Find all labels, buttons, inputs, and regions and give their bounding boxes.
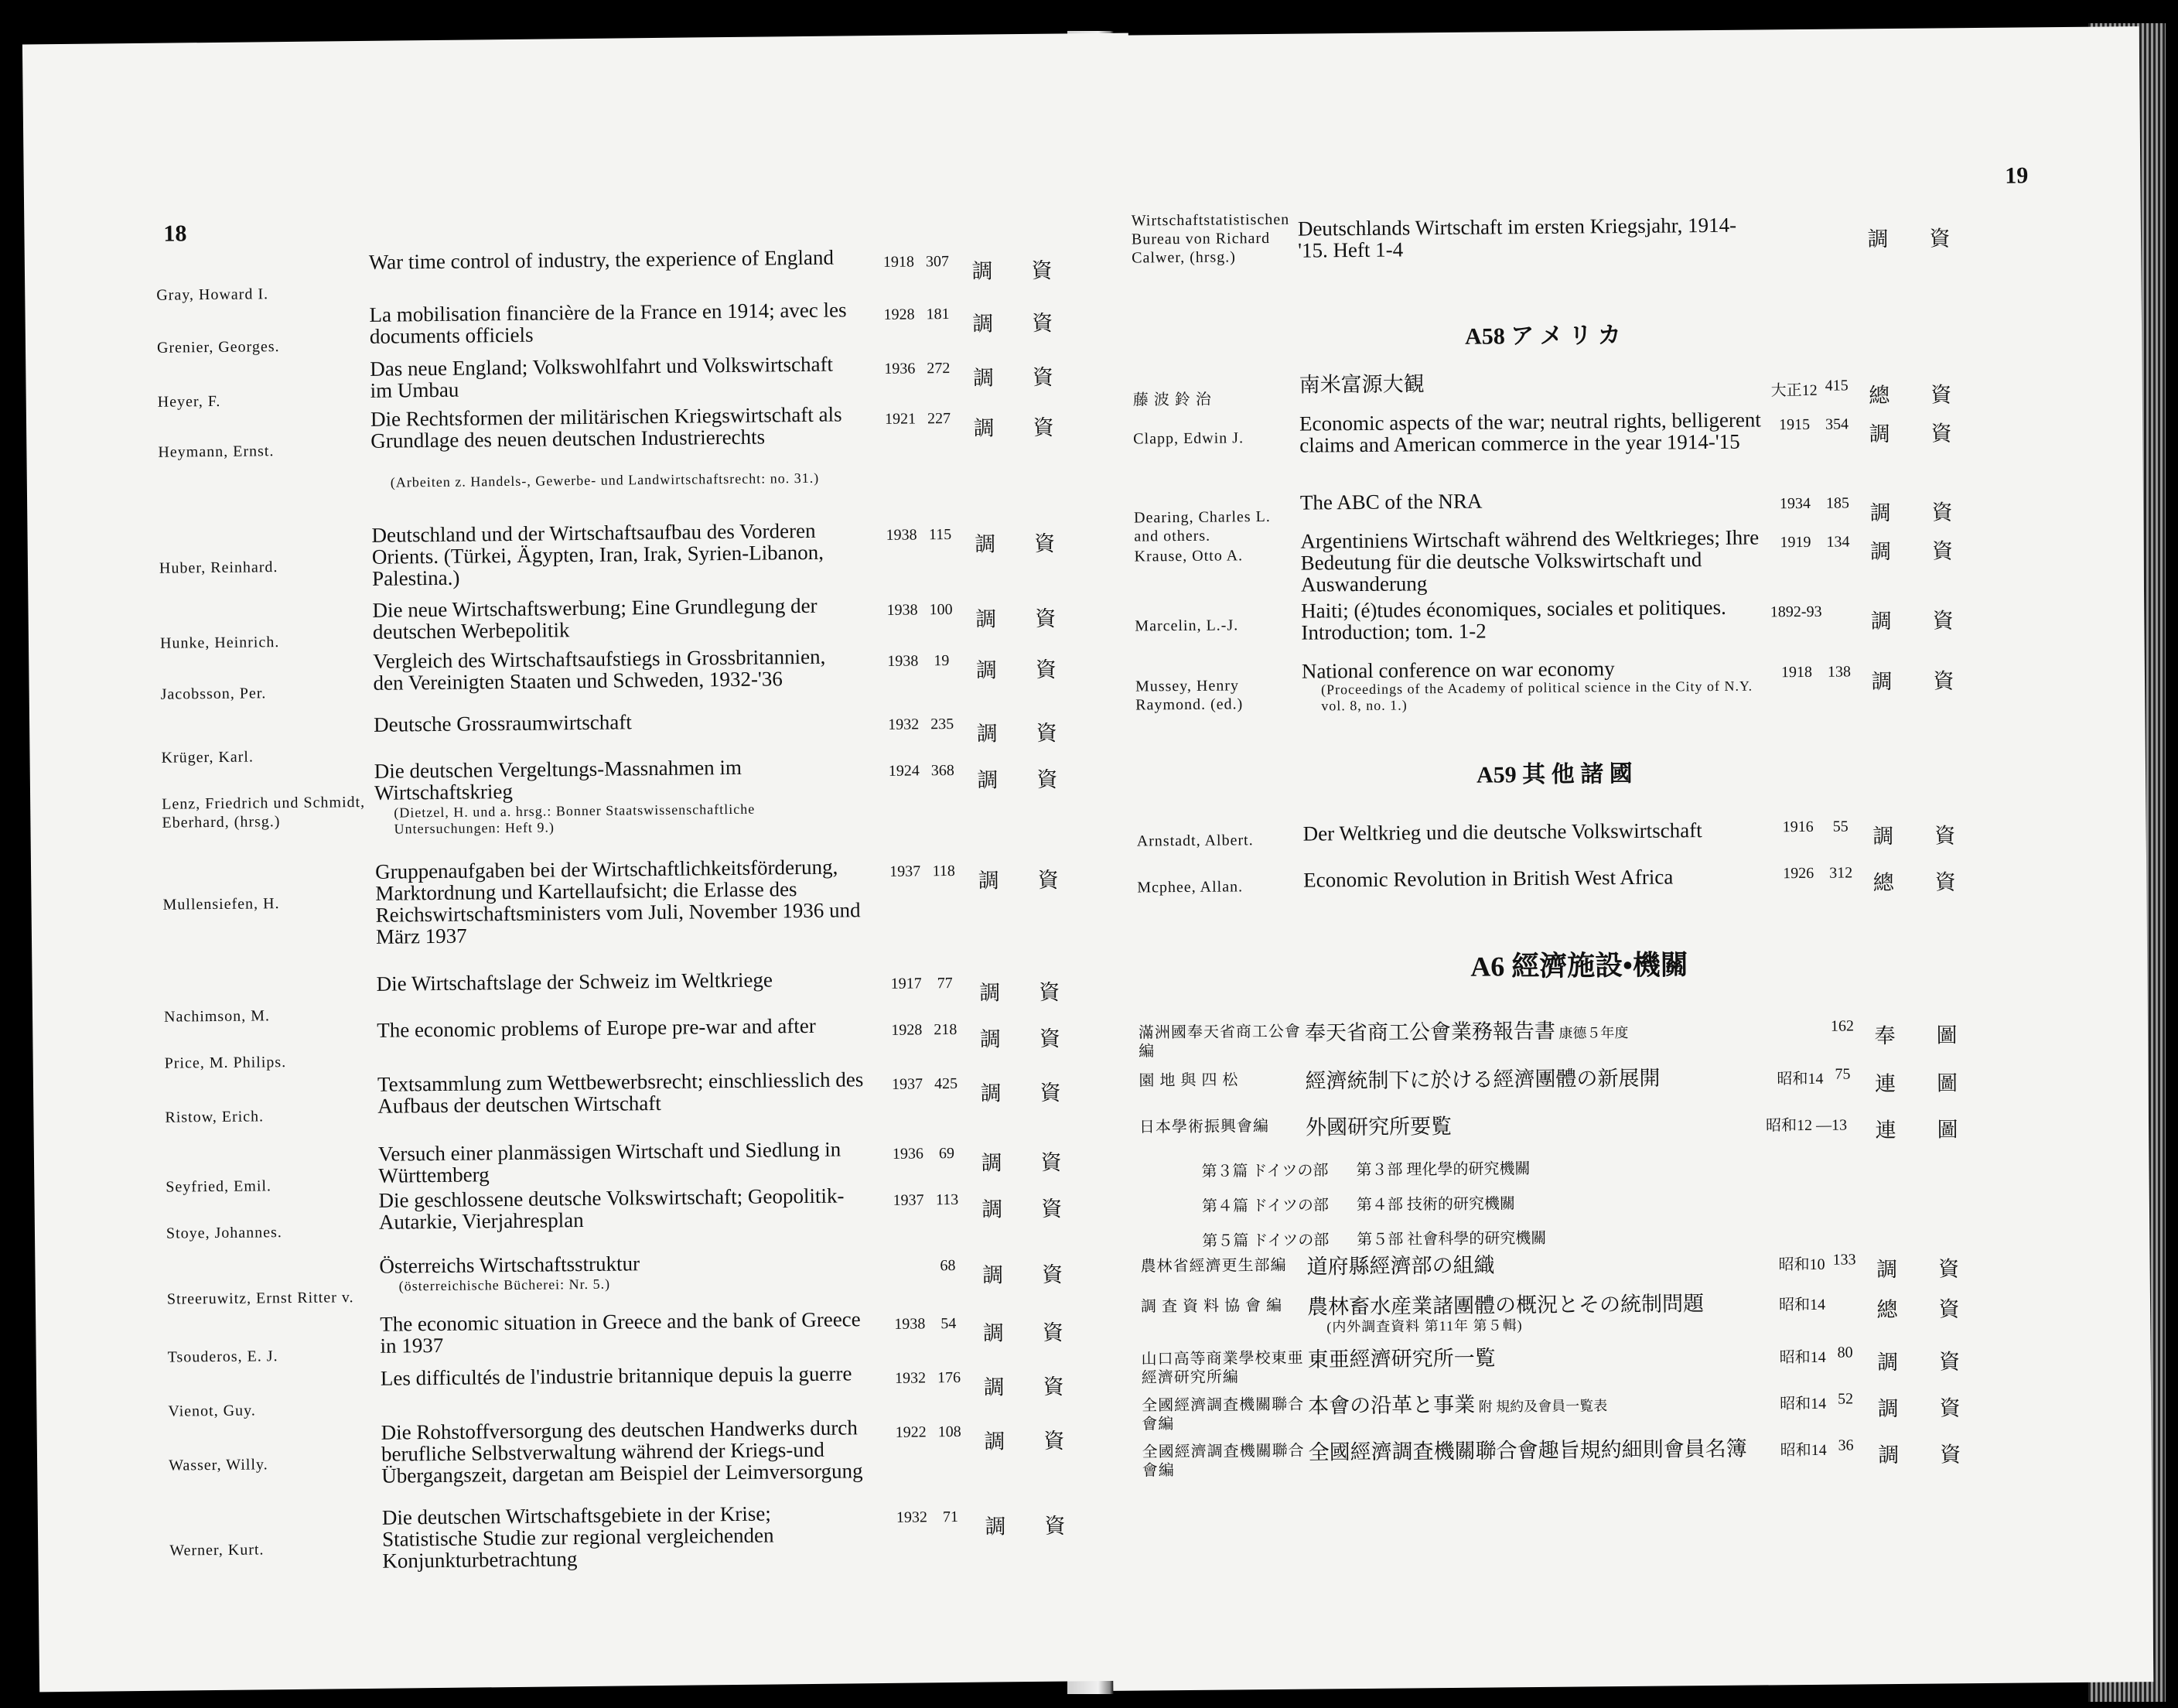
entry-code-1: 調	[981, 1151, 1002, 1175]
entry-pages: 118	[932, 862, 955, 880]
entry-author: Marcelin, L.-J.	[1135, 617, 1239, 635]
entry-code-2: 資	[1043, 1375, 1064, 1399]
entry-code-2: 資	[1932, 609, 1954, 633]
entry-title-text: Der Weltkrieg und die deutsche Volkswirtschaft	[1302, 818, 1702, 845]
entry-pages: 75	[1835, 1065, 1851, 1083]
entry-title	[370, 353, 858, 401]
sub-row	[1109, 1185, 2149, 1215]
entry-code-1: 調	[981, 1263, 1004, 1287]
entry-title-text: Argentiniens Wirtschaft während des Weltkrieges; Ihre Bedeutung für die deutsche Volkswirtschaft und Auswanderung	[1300, 525, 1760, 596]
entry-author: Mcphee, Allan.	[1137, 878, 1244, 897]
entry-code-2: 資	[1938, 1257, 1960, 1281]
entry-title-text: The economic problems of Europe pre-war and after	[377, 1013, 816, 1042]
entry-pages: 227	[927, 410, 951, 428]
entry-code-1: 奉	[1874, 1023, 1896, 1048]
entry-title-text: The economic situation in Greece and the bank of Greece in 1937	[380, 1307, 861, 1358]
entry-row	[28, 592, 1134, 652]
entry-code-2: 資	[1930, 422, 1952, 446]
entry-pages: 68	[940, 1256, 956, 1275]
sub-item-left: 第４篇 ドイツの部	[1201, 1197, 1329, 1215]
entry-title-text: Gruppenaufgaben bei der Wirtschaftlichkeitsförderung, Marktordnung und Kartellaufsicht; die Erlasse des Reichswirtschaftsministers vom Juli, November 1936 und März 1937	[374, 855, 861, 948]
entry-author: Tsouderos, E. J.	[167, 1348, 278, 1366]
entry-row	[1111, 1388, 2151, 1433]
entry-title-text: Versuch einer planmässigen Wirtschaft und Siedlung in Württemberg	[377, 1137, 842, 1187]
entry-code-1: 調	[979, 1027, 1002, 1051]
entry-pages: 108	[937, 1423, 961, 1441]
sub-item-right: 第３部 理化學的研究機關	[1356, 1160, 1531, 1180]
entry-code-1: 調	[983, 1375, 1005, 1399]
entry-title	[1306, 1112, 1770, 1138]
entry-title-text: 外國研究所要覧	[1305, 1114, 1453, 1139]
entry-code-2: 資	[1032, 311, 1053, 335]
entry-title	[374, 755, 862, 804]
entry-row	[1108, 1063, 2148, 1096]
entry-author: 全國經濟調査機關聯合會編	[1142, 1395, 1305, 1433]
entry-title-text: Vergleich des Wirtschaftsaufstiegs in Grossbritannien, den Vereinigten Staaten und Schweden, 1932-'36	[373, 644, 826, 695]
entry-author: 農林省經濟更生部編	[1140, 1256, 1287, 1276]
entry-author: Mullensiefen, H.	[162, 895, 280, 914]
entry-pages: 218	[934, 1020, 958, 1039]
entry-code-2: 資	[1930, 383, 1952, 407]
entry-title	[375, 856, 863, 948]
entry-year: 1937	[889, 863, 921, 880]
entry-code-1: 連	[1875, 1118, 1896, 1143]
entry-code-1: 調	[1877, 1350, 1899, 1375]
entry-title-text: The ABC of the NRA	[1299, 489, 1483, 514]
entry-row	[1111, 1434, 2152, 1480]
entry-row	[1110, 1289, 2150, 1335]
entry-code-2: 資	[1043, 1429, 1065, 1453]
entry-row	[25, 244, 1131, 304]
entry-year: 大正12	[1770, 381, 1818, 400]
entry-code-2: 資	[1037, 868, 1059, 892]
entry-title-text: Die Wirtschaftslage der Schweiz im Weltkriege	[376, 968, 773, 996]
entry-title	[1308, 1391, 1772, 1419]
entry-pages: 368	[930, 761, 954, 780]
entry-row	[27, 517, 1133, 590]
entry-author: 藤 波 鈴 治	[1132, 391, 1212, 409]
entry-row	[31, 853, 1137, 948]
entry-code-1: 總	[1876, 1297, 1898, 1322]
entry-year: 1938	[887, 652, 919, 670]
entry-code-1: 調	[1869, 422, 1890, 446]
entry-year: 昭和14	[1780, 1395, 1827, 1413]
entry-pages: 55	[1832, 818, 1849, 835]
entry-code-2: 資	[1931, 539, 1954, 563]
entry-pages: 52	[1838, 1390, 1854, 1408]
entry-author: 日本學術振興會編	[1138, 1118, 1270, 1136]
entry-year: 1924	[888, 762, 920, 780]
entry-title	[372, 594, 860, 643]
sub-item-left: 第３篇 ドイツの部	[1201, 1162, 1329, 1180]
entry-row	[1101, 210, 2141, 267]
entry-code-1: 調	[977, 768, 999, 792]
entry-code-2: 圖	[1936, 1023, 1958, 1047]
entry-author: Wasser, Willy.	[169, 1456, 268, 1474]
entry-title-text: Das neue England; Volkswohlfahrt und Volkswirtschaft im Umbau	[370, 352, 834, 402]
entry-title	[379, 1250, 866, 1277]
section-heading-a59: A59 其 他 諸 國	[1476, 760, 1633, 788]
entry-author: Heymann, Ernst.	[158, 442, 275, 461]
entry-title	[378, 1184, 866, 1233]
entry-code-2: 資	[1040, 1150, 1062, 1174]
page-number: 18	[163, 220, 187, 247]
entry-title	[1299, 370, 1763, 395]
entry-pages	[1812, 220, 1859, 221]
entry-title-text: Textsammlung zum Wettbewerbsrecht; einschliesslich des Aufbaus der deutschen Wirtschaft	[377, 1068, 864, 1118]
section-heading-a6: A6 經濟施設•機關	[1470, 949, 1688, 982]
entry-code-1: 調	[1869, 500, 1891, 525]
sub-row	[1108, 1150, 2149, 1180]
entry-year: 昭和14	[1777, 1070, 1824, 1088]
entry-code-2: 資	[1035, 658, 1057, 681]
entry-pages: 176	[937, 1368, 961, 1387]
entry-code-1: 調	[972, 312, 994, 336]
entry-title-text: 東亜經濟研究所一覧	[1307, 1346, 1496, 1372]
entry-code-2: 資	[1039, 1027, 1061, 1050]
entry-code-1: 調	[975, 532, 996, 556]
entry-code-2: 資	[1934, 870, 1956, 894]
entry-title-suffix: 附 規約及會員一覧表	[1475, 1398, 1608, 1415]
entry-code-2: 資	[1041, 1197, 1063, 1221]
entry-year: 1921	[884, 410, 917, 428]
entry-code-1: 調	[975, 658, 998, 682]
entry-title	[1298, 214, 1762, 261]
sub-item-right: 第５部 社會科學的研究機關	[1357, 1229, 1547, 1249]
entry-year: 昭和10	[1778, 1255, 1825, 1274]
entry-code-1: 調	[978, 869, 999, 893]
entry-author: Krause, Otto A.	[1134, 547, 1244, 565]
entry-year: 昭和12 —13	[1765, 1116, 1848, 1135]
entry-title-text: 本會の沿革と事業	[1308, 1392, 1476, 1418]
entry-code-1: 調	[979, 981, 1001, 1005]
entry-pages: 133	[1832, 1251, 1856, 1269]
entry-title-text: 經濟統制下に於ける經濟團體の新展開	[1305, 1066, 1661, 1093]
entry-row	[1108, 1109, 2149, 1143]
entry-author: Stoye, Johannes.	[166, 1224, 282, 1242]
entry-title	[373, 645, 861, 694]
entry-pages: 54	[940, 1314, 957, 1333]
entry-title	[376, 968, 863, 995]
entry-note: (Proceedings of the Academy of political science in the City of N.Y. vol. 8, no. 1.)	[1320, 678, 1753, 714]
entry-title-text: Economic Revolution in British West Africa	[1303, 865, 1674, 892]
entry-author: Heyer, F.	[157, 392, 221, 411]
entry-title-text: National conference on war economy	[1301, 657, 1615, 683]
entry-code-1: 調	[1876, 1257, 1898, 1282]
entry-code-2: 資	[1032, 365, 1054, 389]
entry-code-1: 調	[981, 1197, 1003, 1221]
entry-row	[1108, 1015, 2148, 1061]
entry-title	[371, 519, 859, 589]
entry-year: 1915	[1779, 415, 1811, 434]
entry-year: 1936	[892, 1145, 924, 1163]
entry-row	[1104, 653, 2145, 714]
entry-author: 全國經濟調査機關聯合會編	[1142, 1442, 1305, 1480]
entry-code-2: 資	[1934, 824, 1956, 848]
entry-author: 山口高等商業學校東亜經濟研究所編	[1141, 1349, 1304, 1387]
entry-pages: 69	[938, 1145, 955, 1163]
entry-code-1: 調	[1870, 609, 1892, 634]
entry-code-1: 調	[1871, 669, 1893, 694]
entry-code-2: 圖	[1936, 1071, 1958, 1095]
section-heading-a58: A58 ア メ リ カ	[1464, 323, 1621, 350]
entry-row	[35, 1247, 1141, 1308]
entry-code-2: 資	[1938, 1297, 1960, 1321]
entry-title	[380, 1308, 868, 1357]
entry-pages: 77	[937, 975, 953, 992]
entry-pages: 134	[1826, 533, 1850, 551]
entry-title	[374, 709, 861, 736]
entry-code-1: 調	[980, 1081, 1002, 1105]
entry-code-2: 資	[1933, 669, 1954, 693]
entry-author: Lenz, Friedrich und Schmidt, Eberhard, (hrsg.)	[162, 793, 366, 832]
entry-pages: 71	[942, 1508, 959, 1526]
entry-row	[1111, 1341, 2151, 1387]
entry-row	[29, 706, 1135, 767]
entry-title	[1305, 1066, 1769, 1091]
entry-title-text: Deutschlands Wirtschaft im ersten Kriegsjahr, 1914-'15. Heft 1-4	[1297, 213, 1737, 262]
entry-title	[1299, 408, 1763, 456]
entry-title	[1303, 865, 1767, 890]
entry-code-2: 資	[1939, 1350, 1961, 1374]
entry-title-text: Deutsche Grossraumwirtschaft	[373, 710, 632, 736]
entry-title	[1300, 487, 1764, 513]
entry-pages: 100	[929, 600, 953, 619]
entry-row	[32, 965, 1138, 1026]
entry-code-2: 資	[1039, 980, 1060, 1004]
entry-year: 1937	[893, 1191, 924, 1209]
entry-code-1: 調	[1869, 539, 1892, 564]
entry-code-2: 資	[1033, 415, 1054, 439]
entry-author: Arnstadt, Albert.	[1136, 832, 1254, 850]
entry-title	[1306, 1252, 1770, 1277]
entry-year: 1928	[883, 306, 915, 323]
entry-year: 昭和14	[1780, 1441, 1827, 1460]
entry-row	[38, 1498, 1144, 1573]
entry-author: Krüger, Karl.	[161, 748, 254, 767]
entry-year: 1922	[895, 1423, 927, 1441]
entry-code-2: 資	[1044, 1514, 1066, 1538]
entry-year: 1938	[886, 526, 917, 544]
entry-pages: 425	[934, 1074, 958, 1093]
entry-code-2: 資	[1042, 1320, 1064, 1344]
entry-author: 園 地 與 四 松	[1138, 1071, 1239, 1090]
right-page	[1099, 26, 2154, 1691]
entry-pages: 138	[1827, 663, 1851, 681]
entry-code-1: 調	[982, 1321, 1005, 1345]
entry-title	[1303, 818, 1767, 844]
entry-pages: 415	[1825, 377, 1849, 395]
entry-code-2: 資	[1031, 258, 1053, 282]
entry-year: 昭和14	[1778, 1296, 1826, 1314]
entry-year: 1918	[882, 253, 915, 271]
entry-author: Werner, Kurt.	[169, 1541, 265, 1559]
entry-title-suffix: 康德５年度	[1555, 1024, 1629, 1041]
entry-code-2: 圖	[1937, 1118, 1958, 1142]
entry-pages: 113	[935, 1190, 959, 1209]
entry-row	[34, 1135, 1140, 1196]
entry-year: 1917	[890, 975, 922, 992]
entry-row	[1106, 815, 2146, 850]
entry-title	[381, 1416, 869, 1487]
entry-title-text: 南米富源大観	[1299, 372, 1425, 397]
entry-row	[1106, 862, 2146, 897]
entry-row	[1102, 367, 2142, 409]
entry-title	[369, 299, 857, 347]
sub-item-right: 第４部 技術的研究機關	[1356, 1195, 1515, 1214]
entry-title-text: Die geschlossene deutsche Volkswirtschaft; Geopolitik- Autarkie, Vierjahresplan	[378, 1184, 845, 1234]
entry-title-text: Österreichs Wirtschaftsstruktur	[379, 1252, 640, 1278]
entry-author: Price, M. Philips.	[164, 1054, 287, 1072]
entry-year: 1892-93	[1770, 603, 1822, 621]
entry-code-1: 調	[1867, 227, 1889, 251]
entry-year	[1758, 221, 1828, 222]
left-page	[22, 33, 1145, 1693]
entry-title-text: Die Rechtsformen der militärischen Kriegswirtschaft als Grundlage des neuen deutschen Industrierechts	[370, 402, 842, 453]
entry-author: Mussey, Henry Raymond. (ed.)	[1135, 677, 1244, 714]
entry-pages: 80	[1837, 1344, 1853, 1361]
sub-row	[1109, 1220, 2149, 1250]
page-number: 19	[2005, 162, 2029, 189]
entry-year: 昭和14	[1779, 1348, 1826, 1367]
entry-title	[1309, 1437, 1773, 1463]
entry-pages: 235	[930, 715, 954, 733]
entry-pages: 19	[934, 652, 950, 670]
entry-author: Dearing, Charles L. and others.	[1134, 507, 1271, 545]
entry-year: 1932	[888, 716, 920, 733]
entry-author: Wirtschaftstatistischen Bureau von Richard Calwer, (hrsg.)	[1131, 210, 1290, 267]
entry-pages: 312	[1829, 864, 1853, 882]
entry-year: 1932	[896, 1508, 928, 1526]
entry-year: 1932	[894, 1369, 927, 1387]
entry-year: 1928	[891, 1021, 923, 1039]
entry-title	[381, 1362, 868, 1389]
entry-title-text: 全國經濟調査機關聯合會趣旨規約細則會員名簿	[1308, 1436, 1747, 1464]
entry-note: (Arbeiten z. Handels-, Gewerbe- und Landwirtschaftsrecht: no. 31.)	[390, 470, 820, 490]
entry-title	[377, 1014, 864, 1041]
entry-author: 調 査 資 料 協 會 編	[1140, 1296, 1283, 1316]
entry-year: 1934	[1779, 494, 1811, 513]
entry-note: (österreichische Bücherei: Nr. 5.)	[398, 1276, 611, 1294]
entry-code-2: 資	[1035, 606, 1057, 630]
entry-row	[1104, 593, 2144, 644]
entry-code-2: 資	[1034, 531, 1056, 555]
sub-item-left: 第５篇 ドイツの部	[1202, 1231, 1330, 1250]
entry-code-1: 調	[972, 366, 995, 390]
entry-title	[1305, 1018, 1769, 1046]
entry-author: Gray, Howard I.	[156, 285, 269, 304]
entry-code-1: 調	[984, 1430, 1005, 1454]
entry-code-1: 調	[971, 259, 993, 283]
entry-title-text: Haiti; (é)tudes économiques, sociales et politiques. Introduction; tom. 1-2	[1301, 595, 1726, 644]
entry-year: 1937	[891, 1075, 923, 1093]
entry-title-text: War time control of industry, the experience of England	[368, 245, 835, 274]
entry-code-1: 調	[973, 416, 995, 440]
entry-title	[378, 1138, 866, 1187]
entry-title-text: Les difficultés de l'industrie britannique depuis la guerre	[380, 1361, 852, 1390]
entry-code-1: 調	[1872, 824, 1894, 849]
entry-pages: 354	[1825, 415, 1849, 433]
entry-author: Seyfried, Emil.	[166, 1177, 272, 1196]
entry-title-text: Die deutschen Vergeltungs-Massnahmen im Wirtschaftskrieg	[374, 755, 742, 804]
entry-pages: 36	[1838, 1436, 1854, 1454]
entry-title	[1300, 526, 1765, 595]
entry-code-1: 調	[975, 607, 997, 631]
entry-title-text: 道府縣經濟部の組織	[1306, 1253, 1495, 1279]
entry-title	[382, 1501, 870, 1572]
entry-title-text: La mobilisation financière de la France en 1914; avec les documents officiels	[369, 298, 847, 348]
entry-title-text: 農林畜水産業諸團體の概況とその統制問題	[1306, 1292, 1705, 1319]
entry-code-1: 調	[976, 722, 998, 746]
entry-author: Ristow, Erich.	[165, 1108, 265, 1126]
entry-title	[1301, 596, 1765, 643]
entry-code-2: 資	[1036, 721, 1057, 745]
entry-code-2: 資	[1041, 1262, 1063, 1286]
entry-author: Clapp, Edwin J.	[1133, 429, 1244, 448]
entry-year: 1916	[1782, 818, 1814, 836]
entry-title	[1308, 1344, 1772, 1370]
entry-code-1: 連	[1874, 1071, 1896, 1096]
entry-code-2: 資	[1931, 500, 1953, 524]
entry-title-text: 奉天省商工公會業務報告書	[1304, 1019, 1556, 1045]
entry-note: (Dietzel, H. und a. hrsg.: Bonner Staatswissenschaftliche Untersuchungen: Heft 9.)	[394, 801, 756, 837]
entry-year: 1938	[886, 601, 918, 619]
entry-pages: 272	[927, 360, 951, 377]
entry-code-2: 資	[1036, 767, 1058, 791]
entry-pages: 181	[926, 306, 950, 323]
entry-author: 滿洲國奉天省商工公會編	[1138, 1023, 1302, 1061]
entry-code-2: 資	[1940, 1443, 1961, 1467]
entry-year: 1919	[1780, 533, 1811, 552]
entry-author: Grenier, Georges.	[156, 338, 280, 357]
entry-year: 1938	[894, 1315, 926, 1333]
entry-code-1: 調	[1877, 1396, 1899, 1421]
entry-title	[370, 403, 859, 452]
entry-code-2: 資	[1040, 1081, 1061, 1105]
entry-title	[1307, 1292, 1771, 1317]
entry-author: Hunke, Heinrich.	[159, 634, 280, 652]
entry-year: 1918	[1780, 663, 1813, 681]
entry-title-text: Die neue Wirtschaftswerbung; Eine Grundlegung der deutschen Werbepolitik	[372, 593, 818, 644]
entry-author: Streeruwitz, Ernst Ritter v.	[166, 1289, 354, 1308]
entry-author: Huber, Reinhard.	[159, 559, 278, 577]
entry-code-1: 調	[985, 1515, 1006, 1539]
entry-year: 1926	[1783, 864, 1814, 883]
entry-title-text: Economic aspects of the war; neutral rights, belligerent claims and American commerce in the year 1914-'15	[1299, 408, 1761, 457]
entry-code-1: 總	[1869, 384, 1890, 408]
entry-title	[377, 1068, 865, 1117]
entry-author: Jacobsson, Per.	[160, 685, 267, 703]
entry-code-1: 調	[1878, 1443, 1900, 1467]
entry-note: (内外調査資料 第11年 第５輯)	[1326, 1317, 1523, 1335]
entry-title-text: Die Rohstoffversorgung des deutschen Handwerks durch berufliche Selbstverwaltung während der Kriegs-und Übergangszeit, dargetan am Beispiel der Leimversorgung	[381, 1416, 863, 1488]
entry-title	[369, 246, 856, 273]
entry-author: Vienot, Guy.	[168, 1402, 256, 1420]
entry-title-text: Die deutschen Wirtschaftsgebiete in der Krise; Statistische Studie zur regional vergleichenden Konjunkturbetrachtung	[381, 1501, 774, 1573]
entry-pages: 162	[1830, 1017, 1854, 1035]
entry-pages: 307	[925, 253, 950, 271]
entry-code-1: 總	[1872, 870, 1894, 895]
entry-pages: 115	[928, 526, 952, 544]
entry-pages: 185	[1825, 494, 1850, 512]
entry-year: 1936	[884, 360, 916, 377]
entry-code-2: 資	[1939, 1396, 1961, 1420]
entry-code-2: 資	[1929, 227, 1951, 251]
entry-author: Nachimson, M.	[163, 1007, 271, 1026]
entry-title-text: Deutschland und der Wirtschaftsaufbau des Vorderen Orients. (Türkei, Ägypten, Iran, Irak, Syrien-Libanon, Palestina.)	[371, 518, 824, 590]
